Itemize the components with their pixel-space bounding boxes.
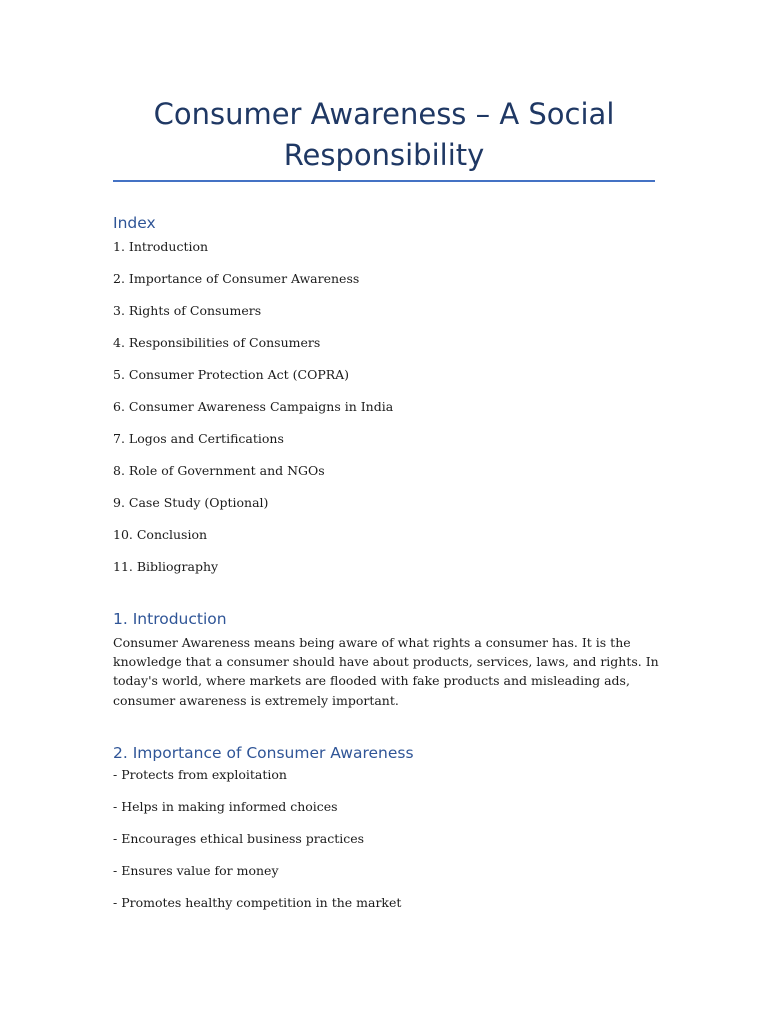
introduction-paragraph: Consumer Awareness means being aware of what rights a consumer has. It is the knowledge that a consumer should have about products, services, laws, and rights. In today's world, where markets are flooded with fake products and misleading ads, consumer awareness is extremely important. [113, 635, 659, 708]
title-underline [113, 180, 655, 182]
index-item-responsibilities: 4. Responsibilities of Consumers [113, 335, 321, 350]
index-item-introduction: 1. Introduction [113, 239, 209, 254]
importance-point-informed-choices: - Helps in making informed choices [113, 799, 338, 814]
introduction-heading: 1. Introduction [113, 610, 227, 628]
importance-heading: 2. Importance of Consumer Awareness [113, 744, 414, 762]
index-item-campaigns: 6. Consumer Awareness Campaigns in India [113, 399, 394, 414]
importance-point-healthy-competition: - Promotes healthy competition in the market [113, 895, 402, 910]
index-item-rights: 3. Rights of Consumers [113, 303, 262, 318]
index-item-conclusion: 10. Conclusion [113, 527, 208, 542]
importance-point-ethical-practices: - Encourages ethical business practices [113, 831, 365, 846]
importance-point-exploitation: - Protects from exploitation [113, 767, 287, 782]
index-item-importance: 2. Importance of Consumer Awareness [113, 271, 360, 286]
index-item-bibliography: 11. Bibliography [113, 559, 219, 574]
index-item-government-ngos: 8. Role of Government and NGOs [113, 463, 325, 478]
document-title: Consumer Awareness – A Social Responsibility [153, 97, 615, 172]
index-item-case-study: 9. Case Study (Optional) [113, 495, 269, 510]
index-item-copra: 5. Consumer Protection Act (COPRA) [113, 367, 350, 382]
index-heading: Index [113, 214, 156, 232]
importance-point-value-for-money: - Ensures value for money [113, 863, 279, 878]
index-item-logos: 7. Logos and Certifications [113, 431, 284, 446]
